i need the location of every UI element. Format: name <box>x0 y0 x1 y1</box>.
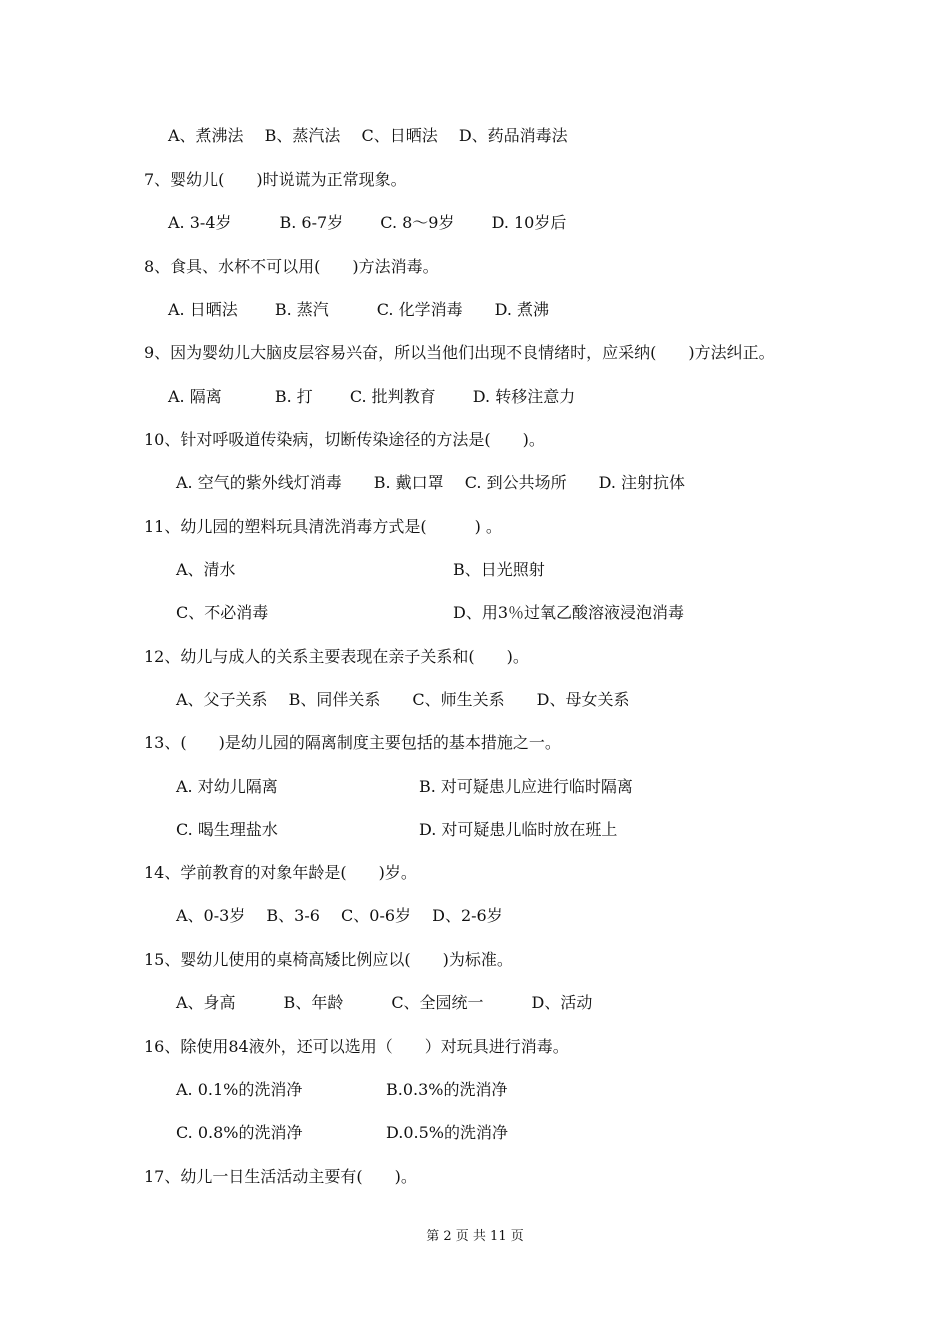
q10-question: 10、针对呼吸道传染病，切断传染途径的方法是( )。 <box>144 430 545 449</box>
q16-option-c: C. 0.8%的洗消净 <box>176 1123 303 1142</box>
q7-options: A. 3-4岁 B. 6-7岁 C. 8～9岁 D. 10岁后 <box>168 213 567 232</box>
page-number-footer: 第 2 页 共 11 页 <box>426 1229 524 1244</box>
q17-question: 17、幼儿一日生活活动主要有( )。 <box>144 1167 417 1186</box>
q8-options: A. 日晒法 B. 蒸汽 C. 化学消毒 D. 煮沸 <box>168 300 550 319</box>
q14-question: 14、学前教育的对象年龄是( )岁。 <box>144 863 417 882</box>
q16-option-a: A. 0.1%的洗消净 <box>176 1080 303 1099</box>
q16-option-d: D.0.5%的洗消净 <box>386 1123 508 1142</box>
q13-option-d: D. 对可疑患儿临时放在班上 <box>419 820 618 839</box>
q11-question: 11、幼儿园的塑料玩具清洗消毒方式是( ) 。 <box>144 517 502 536</box>
q12-question: 12、幼儿与成人的关系主要表现在亲子关系和( )。 <box>144 647 529 666</box>
q16-question: 16、除使用84液外，还可以选用（ ）对玩具进行消毒。 <box>144 1037 569 1056</box>
q6-options: A、煮沸法 B、蒸汽法 C、日晒法 D、药品消毒法 <box>168 126 568 145</box>
q11-option-a: A、清水 <box>176 560 236 579</box>
q15-options: A、身高 B、年龄 C、全园统一 D、活动 <box>176 993 593 1012</box>
q16-option-b: B.0.3%的洗消净 <box>386 1080 508 1099</box>
q11-option-b: B、日光照射 <box>453 560 545 579</box>
q9-question: 9、因为婴幼儿大脑皮层容易兴奋，所以当他们出现不良情绪时，应采纳( )方法纠正。 <box>144 343 775 362</box>
q10-options: A. 空气的紫外线灯消毒 B. 戴口罩 C. 到公共场所 D. 注射抗体 <box>176 473 686 492</box>
q13-option-b: B. 对可疑患儿应进行临时隔离 <box>419 777 633 796</box>
q13-option-a: A. 对幼儿隔离 <box>176 777 278 796</box>
q14-options: A、0-3岁 B、3-6 C、0-6岁 D、2-6岁 <box>176 906 503 925</box>
q13-option-c: C. 喝生理盐水 <box>176 820 278 839</box>
q15-question: 15、婴幼儿使用的桌椅高矮比例应以( )为标准。 <box>144 950 513 969</box>
q11-option-d: D、用3％过氧乙酸溶液浸泡消毒 <box>453 603 685 622</box>
q13-question: 13、( )是幼儿园的隔离制度主要包括的基本措施之一。 <box>144 733 561 752</box>
q11-option-c: C、不必消毒 <box>176 603 269 622</box>
q8-question: 8、食具、水杯不可以用( )方法消毒。 <box>144 257 439 276</box>
q12-options: A、父子关系 B、同伴关系 C、师生关系 D、母女关系 <box>176 690 630 709</box>
q7-question: 7、婴幼儿( )时说谎为正常现象。 <box>144 170 407 189</box>
q9-options: A. 隔离 B. 打 C. 批判教育 D. 转移注意力 <box>168 387 576 406</box>
